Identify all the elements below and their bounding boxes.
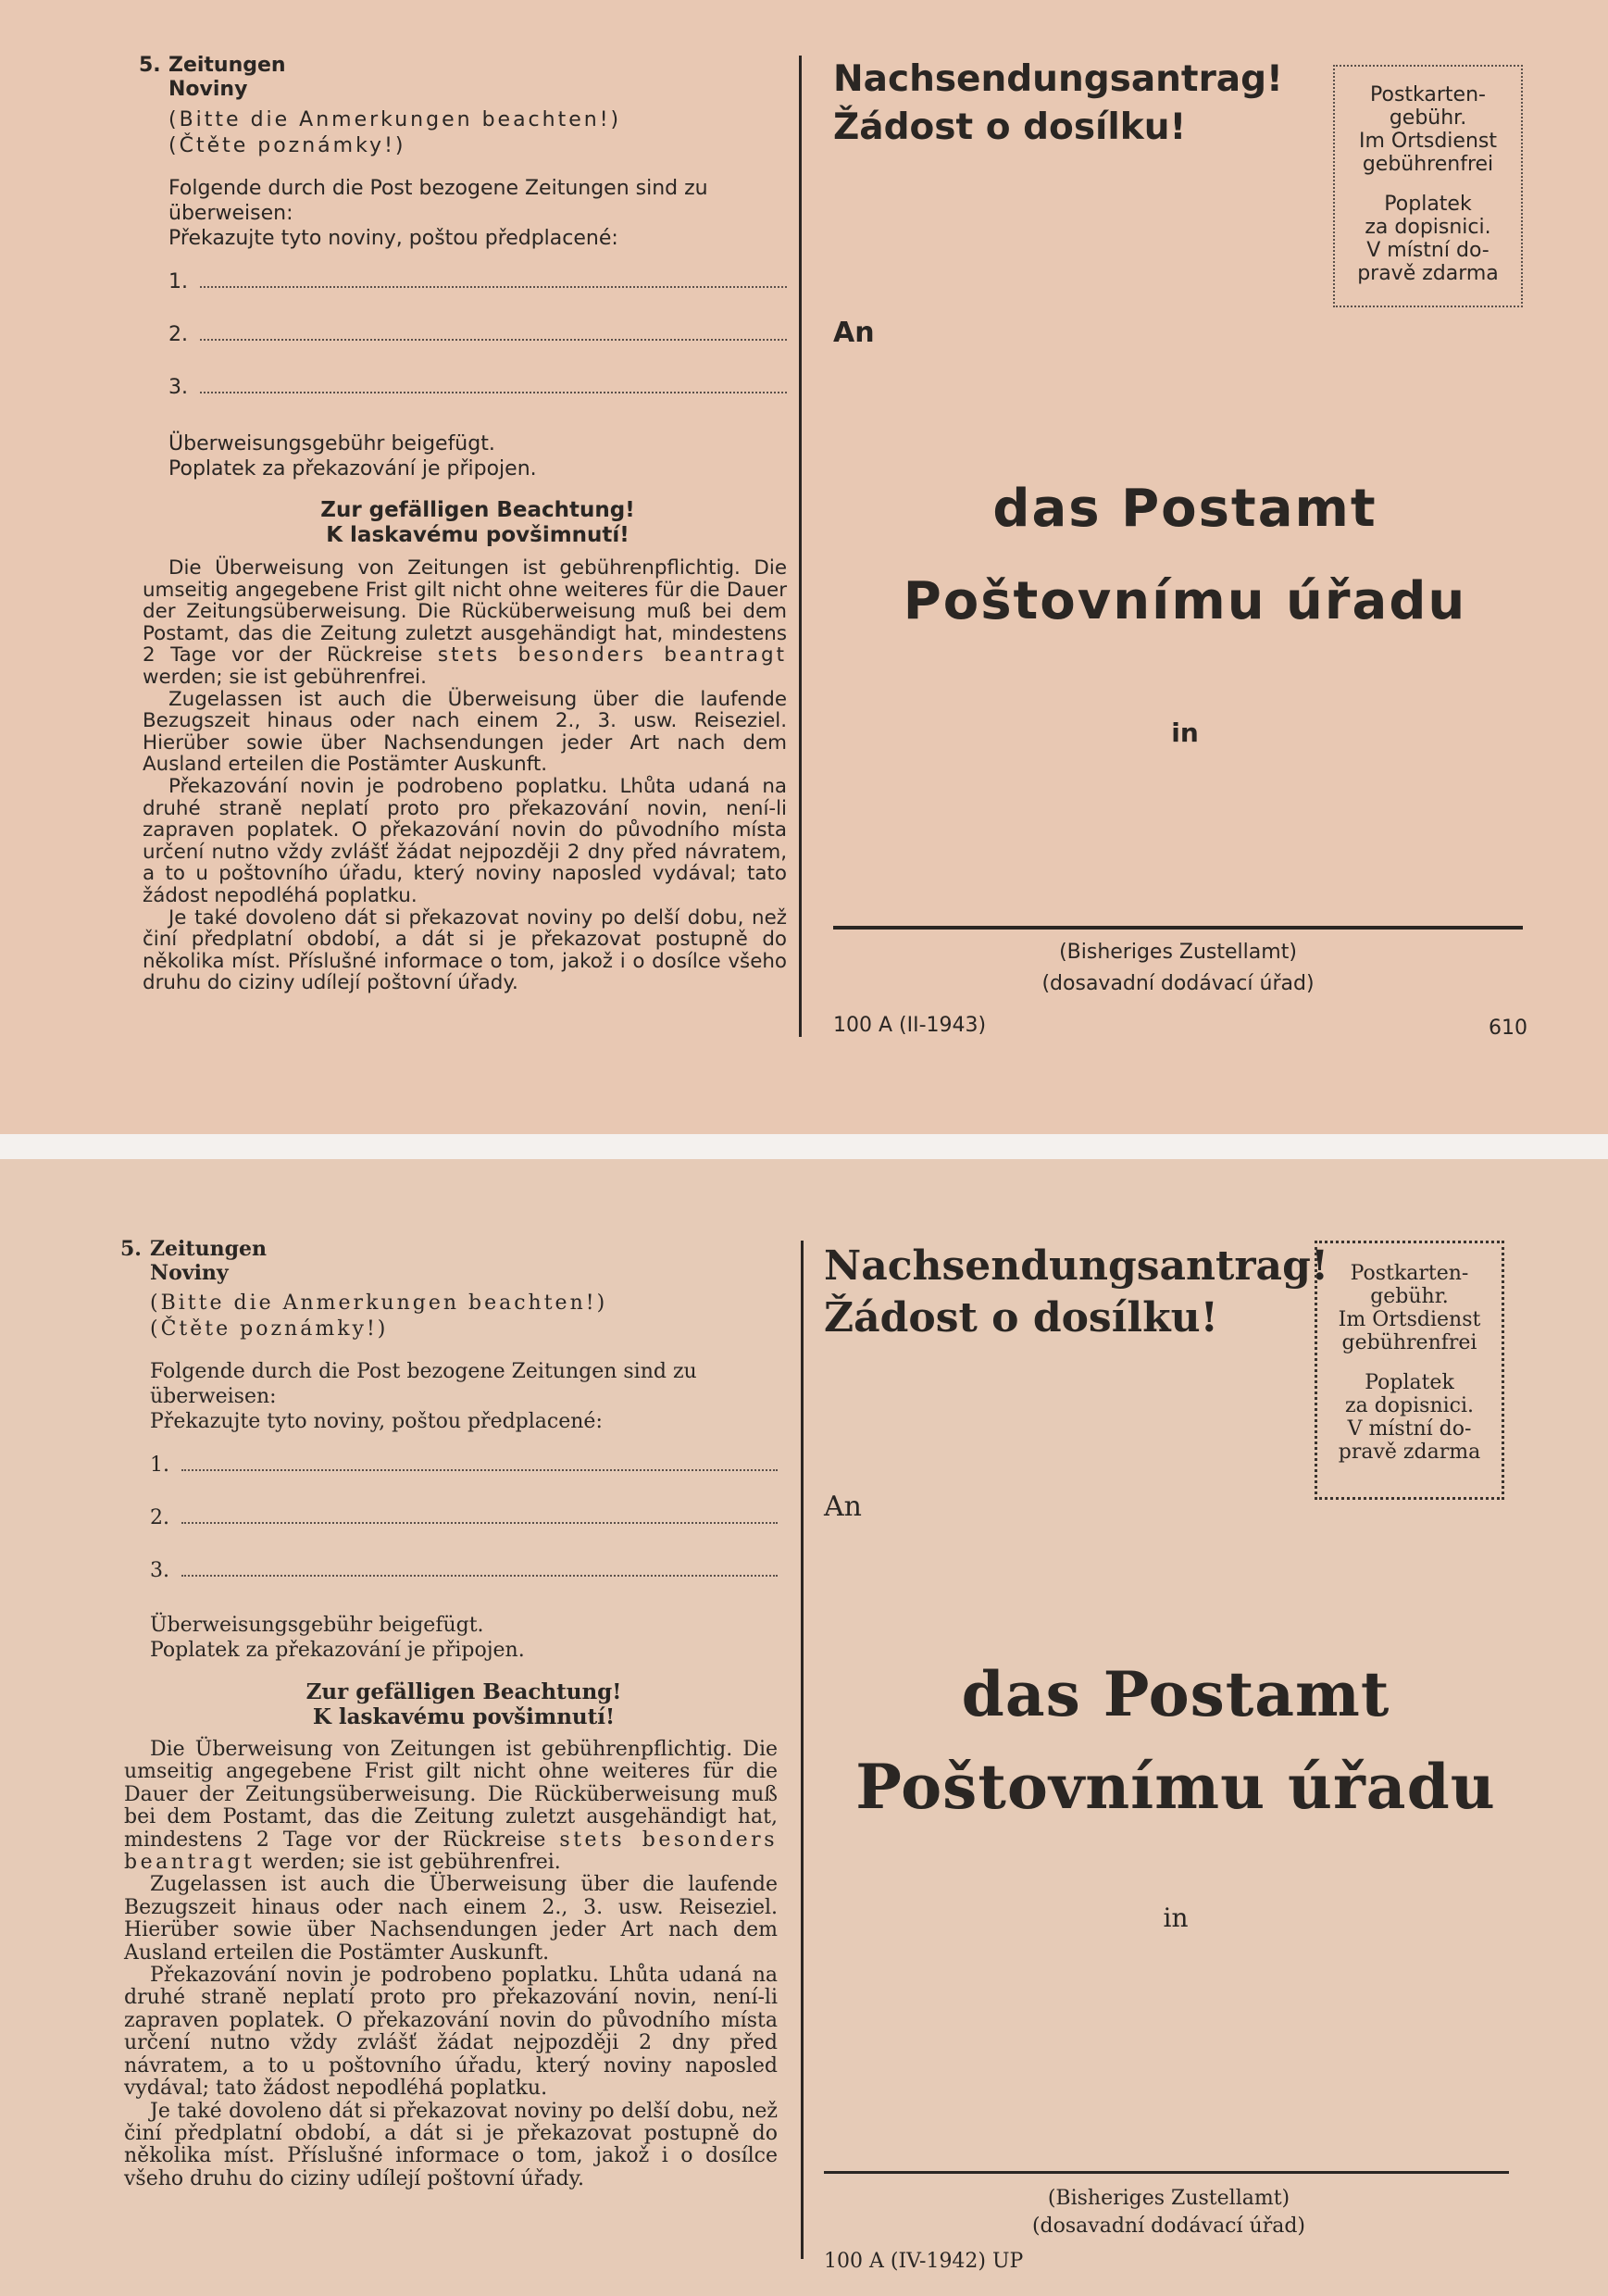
remark-de: Zur gefälligen Beachtung! bbox=[305, 1679, 622, 1704]
remark-paragraph-3: Překazování novin je podrobeno poplatku. Lhůta udaná na druhé straně neplatí proto pro překazování novin, není-li zapraven poplatek. O překazování novin do původního místa určení nutno vždy zvlášť žádat nejpozději 2 dny před návratem, a to u poštovního úřadu, který noviny naposled vydával; tato žádost nepodléhá poplatku. bbox=[124, 1964, 778, 2101]
fee-cs: Poplatek za překazování je připojen. bbox=[168, 457, 537, 480]
remarks-body bbox=[120, 1739, 778, 2190]
remark-cs: K laskavému povšimnutí! bbox=[326, 523, 629, 547]
newspaper-line-1[interactable]: 1. bbox=[168, 268, 787, 320]
stamp-box bbox=[1315, 1241, 1504, 1500]
remark-paragraph-3: Překazování novin je podrobeno poplatku. Lhůta udaná na druhé straně neplatí proto pro překazování novin, není-li zapraven poplatek. O překazování novin do původního místa určení nutno vždy zvlášť žádat nejpozději 2 dny před návratem, a to u poštovního úřadu, který noviny naposled vydával; tato žádost nepodléhá poplatku. bbox=[143, 774, 787, 907]
stamp-text: gebührenfrei bbox=[1341, 1331, 1477, 1354]
address-line[interactable] bbox=[824, 2171, 1509, 2174]
previous-office-de: (Bisheriges Zustellamt) bbox=[1047, 2187, 1290, 2210]
stamp-text: za dopisnici. bbox=[1345, 1394, 1474, 1417]
in-label: in bbox=[1171, 718, 1199, 748]
fee-cs: Poplatek za překazování je připojen. bbox=[150, 1639, 525, 1662]
title-de: Nachsendungsantrag! bbox=[833, 58, 1283, 100]
remark-cs: K laskavému povšimnutí! bbox=[312, 1704, 616, 1729]
section-number: 5. bbox=[120, 1237, 142, 1261]
newspaper-line-2[interactable]: 2. bbox=[150, 1504, 778, 1556]
remark-paragraph-2: Zugelassen ist auch die Überweisung über die laufende Bezugszeit hinaus oder nach einem 2., 3. usw. Reiseziel. Hierüber sowie über Nachsendungen jeder Art nach dem Ausland erteilen die Postämter Auskunft. bbox=[143, 687, 787, 777]
remark-paragraph-1: Die Überweisung von Zeitungen ist gebührenpflichtig. Die umseitig angegebene Frist gilt nicht ohne weiteres für die Dauer der Zeitungsüberweisung. Die Rücküberweisung muß bei dem Postamt, das die Zeitung zuletzt ausgehändigt hat, mindestens 2 Tage vor der Rückreise stets besonders beantragt werden; sie ist gebührenfrei. bbox=[143, 556, 788, 689]
newspaper-line-1[interactable]: 1. bbox=[150, 1451, 778, 1504]
remark-heading bbox=[139, 498, 787, 548]
address-panel bbox=[824, 1241, 1527, 2273]
newspaper-line-2[interactable]: 2. bbox=[168, 320, 787, 373]
intro bbox=[139, 176, 787, 251]
stamp-text: pravě zdarma bbox=[1357, 262, 1499, 285]
stamp-text: gebührenfrei bbox=[1362, 153, 1494, 176]
stamp-text: pravě zdarma bbox=[1338, 1441, 1481, 1464]
previous-office-de: (Bisheriges Zustellamt) bbox=[1059, 941, 1297, 964]
previous-office-cs: (dosavadní dodávací úřad) bbox=[1031, 2215, 1306, 2238]
vertical-divider bbox=[801, 1241, 804, 2259]
postcard-bottom bbox=[0, 1159, 1608, 2296]
section-title-cs: Noviny bbox=[150, 1261, 229, 1285]
stamp-text: Postkarten- bbox=[1370, 83, 1486, 106]
remark-paragraph-1: Die Überweisung von Zeitungen ist gebührenpflichtig. Die umseitig angegebene Frist gilt nicht ohne weiteres für die Dauer der Zeitungsüberweisung. Die Rücküberweisung muß bei dem Postamt, das die Zeitung zuletzt ausgehändigt hat, mindestens 2 Tage vor der Rückreise stets besonders beantragt werden; sie ist gebührenfrei. bbox=[124, 1738, 778, 1875]
remark-paragraph-4: Je také dovoleno dát si překazovat noviny po delší dobu, než činí předplatní období, a dát si je překazovat postupně do několika míst. Příslušné informace o tom, jakož i o dosílce všeho druhu do ciziny udílejí poštovní úřady. bbox=[143, 905, 787, 995]
form-number: 100 A (IV-1942) UP bbox=[824, 2250, 1024, 2273]
in-label: in bbox=[1163, 1903, 1189, 1933]
section-number: 5. bbox=[139, 54, 161, 77]
postcard-top bbox=[0, 0, 1608, 1134]
addressee-cs: Poštovnímu úřadu bbox=[855, 1751, 1496, 1823]
addressee bbox=[824, 1648, 1527, 1833]
note-de: (Bitte die Anmerkungen beachten!) bbox=[150, 1292, 608, 1315]
remark-heading bbox=[120, 1679, 778, 1729]
card-number: 610 bbox=[1489, 1017, 1527, 1040]
stamp-text: V místní do- bbox=[1366, 239, 1490, 262]
left-panel bbox=[139, 54, 787, 994]
newspaper-line-3[interactable]: 3. bbox=[150, 1556, 778, 1609]
stamp-text: za dopisnici. bbox=[1365, 216, 1491, 239]
section-heading bbox=[139, 54, 787, 102]
title-cs: Žádost o dosílku! bbox=[833, 106, 1187, 148]
intro-de: Folgende durch die Post bezogene Zeitungen sind zu überweisen: bbox=[150, 1360, 697, 1408]
note-de: (Bitte die Anmerkungen beachten!) bbox=[168, 108, 622, 131]
remark-paragraph-2: Zugelassen ist auch die Überweisung über die laufende Bezugszeit hinaus oder nach einem 2., 3. usw. Reiseziel. Hierüber sowie über Nachsendungen jeder Art nach dem Ausland erteilen die Postämter Auskunft. bbox=[124, 1873, 778, 1965]
stamp-text: gebühr. bbox=[1370, 1285, 1449, 1308]
remark-de: Zur gefälligen Beachtung! bbox=[320, 498, 635, 522]
note-cs: (Čtěte poznámky!) bbox=[168, 134, 406, 157]
newspaper-lines bbox=[120, 1451, 778, 1609]
previous-office bbox=[833, 937, 1523, 1000]
stamp-text: Postkarten- bbox=[1350, 1262, 1469, 1285]
note-cs: (Čtěte poznámky!) bbox=[150, 1317, 389, 1341]
stamp-text: Im Ortsdienst bbox=[1358, 130, 1497, 153]
previous-office bbox=[824, 2185, 1514, 2240]
intro-cs: Překazujte tyto noviny, poštou předplacené: bbox=[150, 1410, 603, 1433]
newspaper-lines bbox=[139, 268, 787, 426]
addressee-de: das Postamt bbox=[992, 479, 1377, 539]
stamp-text: V místní do- bbox=[1347, 1417, 1472, 1441]
section-title-de: Zeitungen bbox=[168, 54, 286, 77]
addressee bbox=[833, 463, 1537, 648]
address-line[interactable] bbox=[833, 926, 1523, 930]
addressee-de: das Postamt bbox=[961, 1658, 1390, 1730]
fee-de: Überweisungsgebühr beigefügt. bbox=[168, 432, 495, 455]
an-label: An bbox=[824, 1491, 862, 1523]
section-title-cs: Noviny bbox=[168, 78, 248, 101]
stamp-text: Poplatek bbox=[1384, 193, 1472, 216]
section-heading bbox=[120, 1237, 778, 1285]
form-number: 100 A (II-1943) bbox=[833, 1014, 987, 1037]
previous-office-cs: (dosavadní dodávací úřad) bbox=[1041, 972, 1315, 995]
stamp-box bbox=[1333, 65, 1523, 307]
fee-de: Überweisungsgebühr beigefügt. bbox=[150, 1614, 484, 1637]
stamp-text: Poplatek bbox=[1365, 1371, 1454, 1394]
intro-cs: Překazujte tyto noviny, poštou předplacené: bbox=[168, 227, 618, 250]
intro-de: Folgende durch die Post bezogene Zeitungen sind zu überweisen: bbox=[168, 177, 708, 225]
stamp-text: Im Ortsdienst bbox=[1338, 1308, 1481, 1331]
an-label: An bbox=[833, 317, 875, 349]
intro bbox=[120, 1359, 778, 1434]
remarks-body bbox=[139, 557, 787, 994]
fee-note bbox=[139, 431, 787, 481]
addressee-cs: Poštovnímu úřadu bbox=[903, 571, 1467, 631]
fee-note bbox=[120, 1613, 778, 1663]
section-title-de: Zeitungen bbox=[150, 1237, 267, 1261]
left-panel bbox=[120, 1237, 778, 2190]
newspaper-line-3[interactable]: 3. bbox=[168, 373, 787, 426]
vertical-divider bbox=[799, 56, 802, 1037]
stamp-text: gebühr. bbox=[1389, 106, 1467, 130]
title-cs: Žádost o dosílku! bbox=[824, 1294, 1218, 1341]
title-de: Nachsendungsantrag! bbox=[824, 1242, 1329, 1290]
remark-paragraph-4: Je také dovoleno dát si překazovat noviny po delší dobu, než činí předplatní období, a dát si je překazovat postupně do několika míst. Příslušné informace o tom, jakož i o dosílce všeho druhu do ciziny udílejí poštovní úřady. bbox=[124, 2099, 778, 2190]
address-panel bbox=[833, 56, 1537, 1055]
